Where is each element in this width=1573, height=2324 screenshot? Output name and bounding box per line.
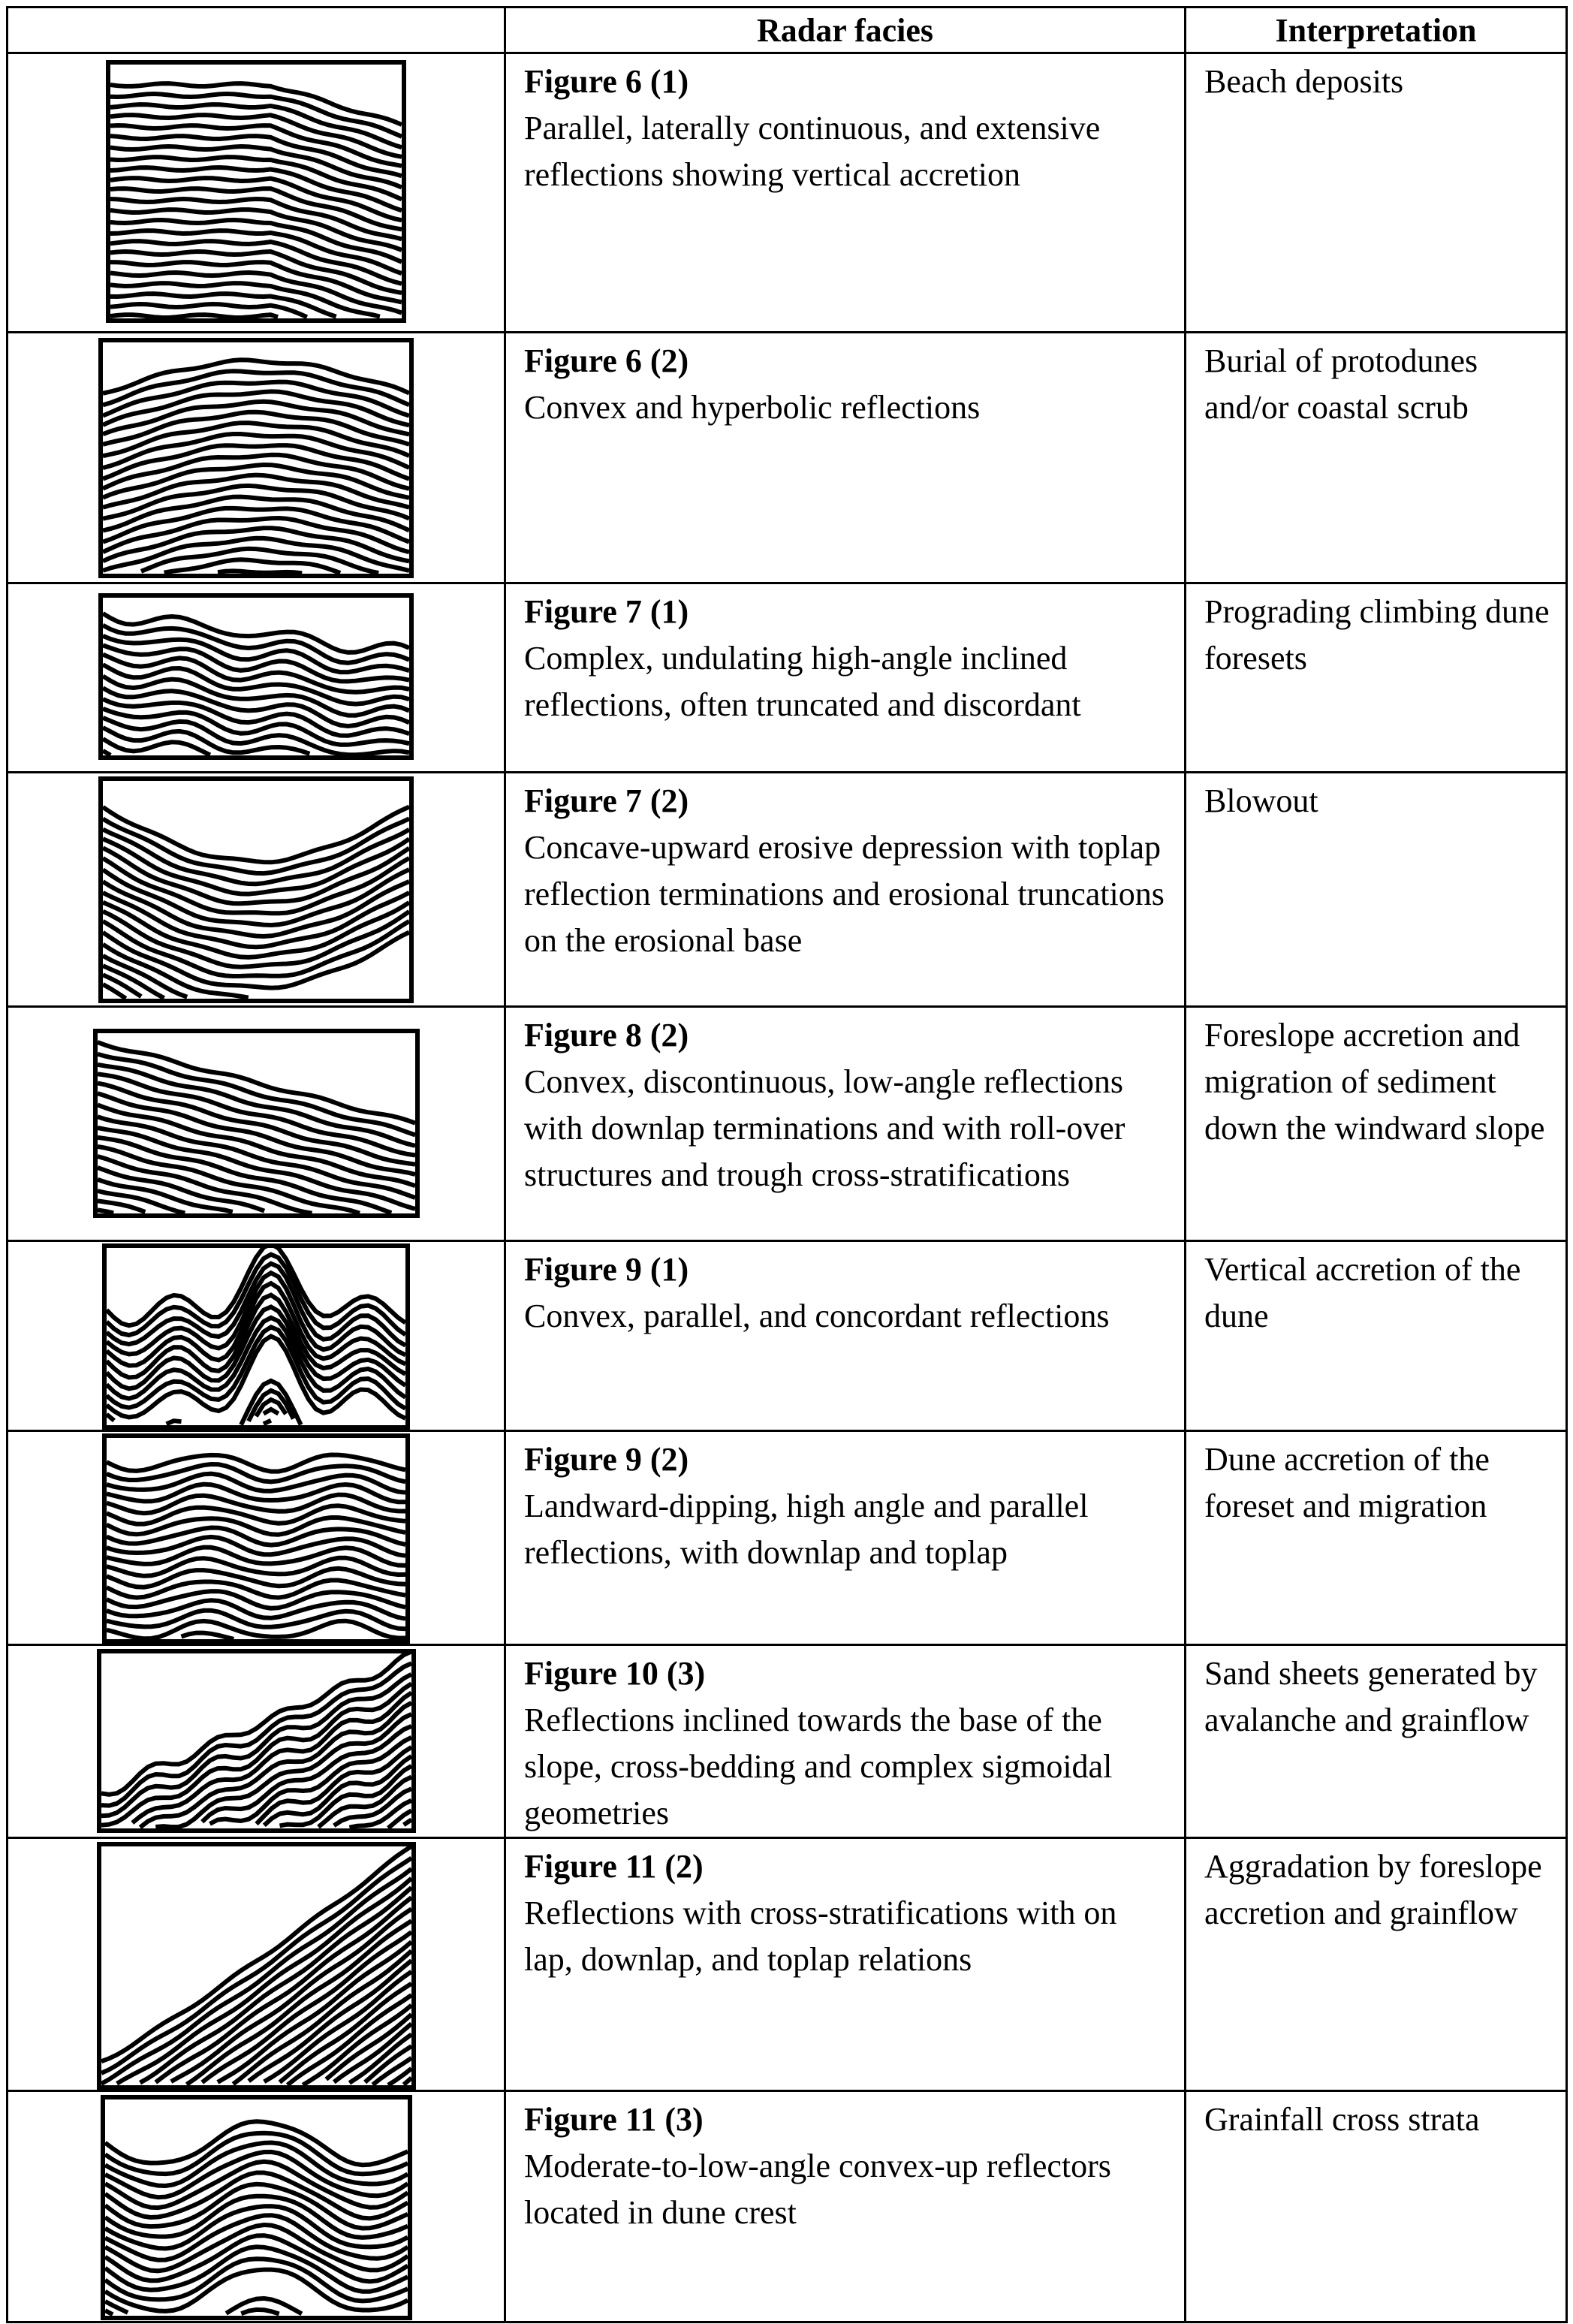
radargram-image bbox=[101, 2095, 412, 2320]
radargram-image bbox=[102, 1243, 410, 1430]
figure-ref: Figure 9 (2) bbox=[524, 1441, 689, 1478]
radargram-image bbox=[98, 776, 414, 1003]
figure-ref: Figure 7 (1) bbox=[524, 593, 689, 630]
interpretation: Dune accretion of the foreset and migration bbox=[1186, 1431, 1567, 1645]
figure-ref: Figure 6 (2) bbox=[524, 342, 689, 379]
reflection-line bbox=[218, 571, 302, 573]
radargram-cell bbox=[8, 2091, 505, 2322]
radargram-image bbox=[98, 593, 414, 760]
reflection-line bbox=[264, 1421, 271, 1424]
radargram-cell bbox=[8, 583, 505, 773]
figure-ref: Figure 11 (2) bbox=[524, 1848, 704, 1885]
facies-description: Convex and hyperbolic reflections bbox=[524, 389, 981, 426]
header-image-column bbox=[8, 8, 505, 53]
interpretation: Aggradation by foreslope accretion and grainflow bbox=[1186, 1838, 1567, 2091]
table-row bbox=[8, 1838, 1567, 2091]
table-row bbox=[8, 1241, 1567, 1431]
radargram-cell bbox=[8, 1007, 505, 1241]
facies-description: Parallel, laterally continuous, and extensive reflections showing vertical accretion bbox=[524, 110, 1101, 193]
figure-ref: Figure 9 (1) bbox=[524, 1251, 689, 1288]
table-row bbox=[8, 1645, 1567, 1838]
figure-ref: Figure 7 (2) bbox=[524, 782, 689, 819]
radargram-cell bbox=[8, 1431, 505, 1645]
table-row bbox=[8, 2091, 1567, 2322]
facies-description: Complex, undulating high-angle inclined reflections, often truncated and discordant bbox=[524, 640, 1081, 723]
facies-description: Reflections inclined towards the base of the slope, cross-bedding and complex sigmoidal geometries bbox=[524, 1702, 1113, 1831]
table-row bbox=[8, 1431, 1567, 1645]
header-row bbox=[8, 8, 1567, 53]
facies-description: Moderate-to-low-angle convex-up reflectors located in dune crest bbox=[524, 2148, 1111, 2231]
figure-ref: Figure 8 (2) bbox=[524, 1017, 689, 1053]
facies-description: Reflections with cross-stratifications with on lap, downlap, and toplap relations bbox=[524, 1894, 1117, 1978]
interpretation: Burial of protodunes and/or coastal scrub bbox=[1186, 333, 1567, 583]
header-radar-facies: Radar facies bbox=[505, 8, 1186, 53]
figure-ref: Figure 11 (3) bbox=[524, 2101, 704, 2138]
radargram-cell bbox=[8, 53, 505, 333]
radargram-image bbox=[97, 1842, 416, 2090]
interpretation: Prograding climbing dune foresets bbox=[1186, 583, 1567, 773]
radargram-image bbox=[97, 1649, 416, 1833]
table-row bbox=[8, 333, 1567, 583]
facies-description: Convex, parallel, and concordant reflections bbox=[524, 1298, 1110, 1334]
radargram-cell bbox=[8, 773, 505, 1007]
facies-description: Convex, discontinuous, low-angle reflections with downlap terminations and with roll-over structures and trough cross-stratifications bbox=[524, 1063, 1126, 1193]
radargram-image bbox=[93, 1029, 420, 1218]
reflection-line bbox=[110, 315, 278, 318]
radargram-cell bbox=[8, 1838, 505, 2091]
table-row bbox=[8, 773, 1567, 1007]
interpretation: Vertical accretion of the dune bbox=[1186, 1241, 1567, 1431]
facies-description: Landward-dipping, high angle and parallel reflections, with downlap and toplap bbox=[524, 1488, 1089, 1571]
radargram-image bbox=[106, 60, 406, 323]
interpretation: Beach deposits bbox=[1186, 53, 1567, 333]
table-row bbox=[8, 1007, 1567, 1241]
facies-description: Concave-upward erosive depression with toplap reflection terminations and erosional truncations on the erosional base bbox=[524, 829, 1165, 959]
figure-ref: Figure 6 (1) bbox=[524, 63, 689, 100]
interpretation: Sand sheets generated by avalanche and grainflow bbox=[1186, 1645, 1567, 1838]
radargram-cell bbox=[8, 1645, 505, 1838]
reflection-line bbox=[98, 1210, 113, 1213]
interpretation: Blowout bbox=[1186, 773, 1567, 1007]
interpretation: Foreslope accretion and migration of sediment down the windward slope bbox=[1186, 1007, 1567, 1241]
interpretation: Grainfall cross strata bbox=[1186, 2091, 1567, 2322]
figure-ref: Figure 10 (3) bbox=[524, 1655, 706, 1692]
header-interpretation: Interpretation bbox=[1186, 8, 1567, 53]
radargram-image bbox=[102, 1433, 410, 1644]
table-row bbox=[8, 53, 1567, 333]
radargram-cell bbox=[8, 333, 505, 583]
radar-facies-table bbox=[6, 6, 1568, 2323]
radargram-cell bbox=[8, 1241, 505, 1431]
table-row bbox=[8, 583, 1567, 773]
radargram-image bbox=[98, 338, 414, 578]
